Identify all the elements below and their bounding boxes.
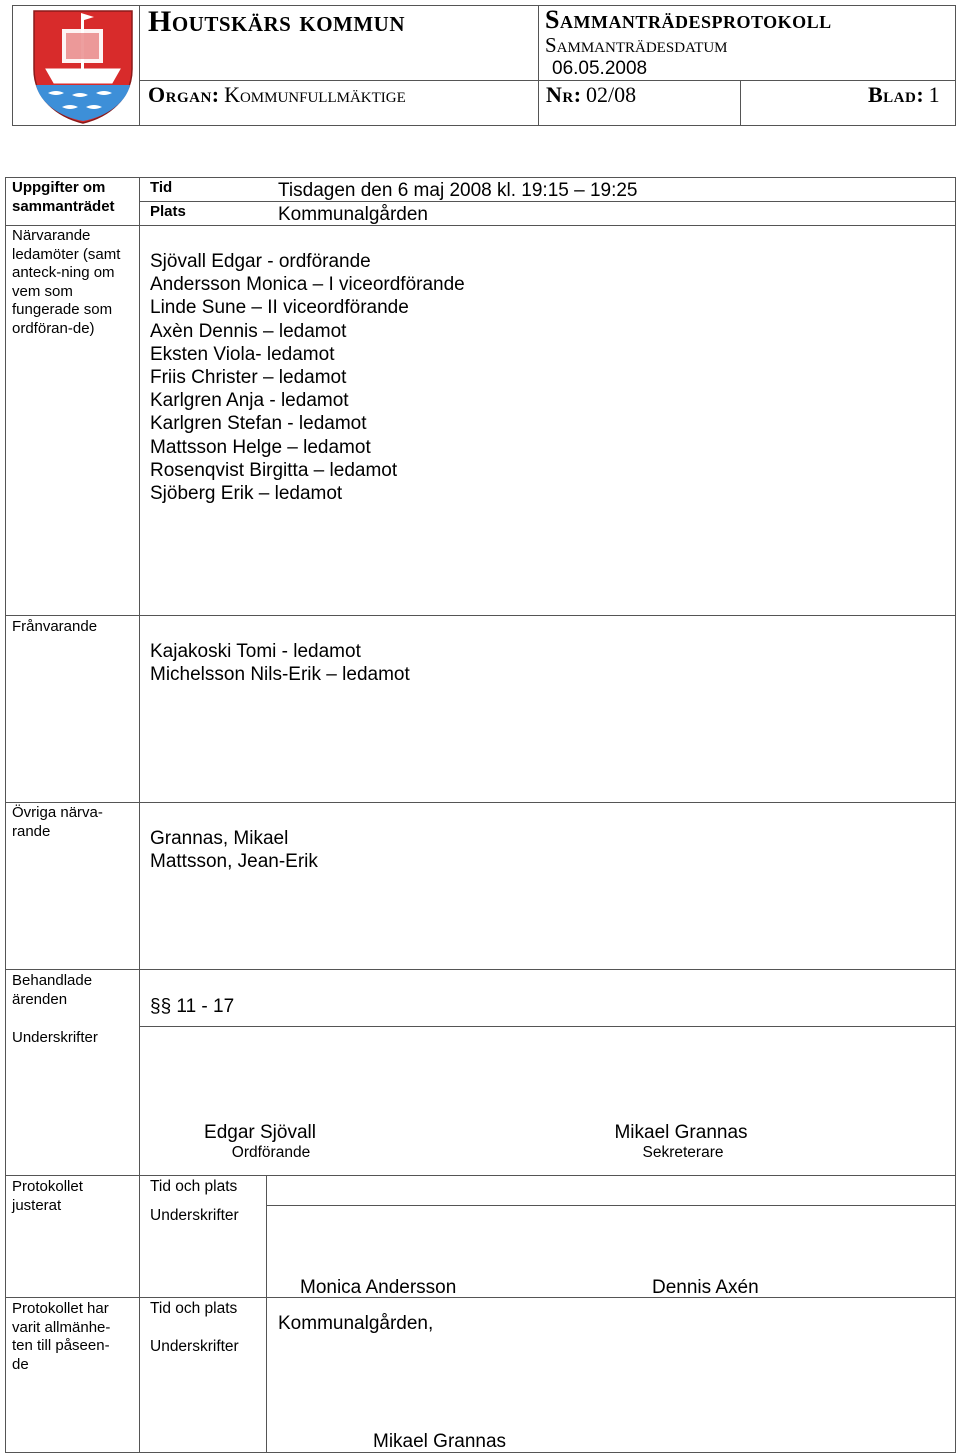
municipality-name: Houtskärs kommun	[148, 5, 406, 38]
list-item: Sjöberg Erik – ledamot	[150, 483, 343, 505]
list-item: Mattsson, Jean-Erik	[150, 851, 318, 873]
plats-label: Plats	[150, 203, 186, 220]
list-item: Friis Christer – ledamot	[150, 367, 347, 389]
list-item: Sjövall Edgar - ordförande	[150, 251, 371, 272]
nr-label: Nr:	[546, 82, 582, 107]
list-item: Eksten Viola- ledamot	[150, 343, 335, 365]
list-item: Michelsson Nils-Erik – ledamot	[150, 664, 410, 686]
verifier-2-name: Dennis Axén	[652, 1277, 759, 1298]
organ	[148, 82, 406, 108]
verified-signatures-label: Underskrifter	[150, 1207, 239, 1224]
list-item: Axèn Dennis – ledamot	[150, 320, 347, 342]
public-time-place-label: Tid och plats	[150, 1300, 238, 1317]
handled-label: Behandlade ärenden	[12, 972, 93, 1008]
nr-value: 02/08	[586, 82, 637, 107]
plats-value: Kommunalgården	[278, 204, 428, 225]
page-number	[868, 82, 940, 108]
signatures-label: Underskrifter	[12, 1029, 98, 1046]
others-members	[150, 827, 318, 873]
public-label: Protokollet har varit allmänhe-ten till påseen-de	[12, 1300, 111, 1373]
list-item: Kajakoski Tomi - ledamot	[150, 641, 361, 662]
public-signatures-label: Underskrifter	[150, 1338, 239, 1355]
blad-label: Blad:	[868, 82, 925, 107]
verified-time-place-label: Tid och plats	[150, 1178, 238, 1195]
meeting-section-label: Uppgifter om sammanträdet	[12, 179, 115, 215]
organ-label: Organ:	[148, 82, 220, 107]
absent-label: Frånvarande	[12, 618, 98, 635]
public-signer-name: Mikael Grannas	[373, 1431, 507, 1452]
chair-role: Ordförande	[231, 1144, 311, 1161]
tid-value: Tisdagen den 6 maj 2008 kl. 19:15 – 19:25	[278, 180, 638, 201]
secretary-role: Sekreterare	[642, 1144, 724, 1161]
document-type: Sammanträdesprotokoll	[545, 5, 832, 34]
organ-value: Kommunfullmäktige	[224, 82, 406, 107]
list-item: Grannas, Mikael	[150, 828, 289, 849]
list-item: Karlgren Anja - ledamot	[150, 390, 349, 412]
date-label: Sammanträdesdatum	[545, 33, 728, 57]
list-item: Andersson Monica – I viceordförande	[150, 274, 465, 296]
absent-members	[150, 640, 410, 686]
verified-label: Protokollet justerat	[12, 1178, 83, 1214]
meeting-date: 06.05.2008	[552, 58, 648, 79]
handled-value: §§ 11 - 17	[150, 996, 235, 1017]
present-members	[150, 250, 465, 505]
public-time-place-value: Kommunalgården,	[278, 1313, 434, 1334]
list-item: Karlgren Stefan - ledamot	[150, 413, 367, 435]
chair-name: Edgar Sjövall	[204, 1122, 316, 1143]
tid-label: Tid	[150, 179, 173, 196]
secretary-name: Mikael Grannas	[614, 1122, 748, 1143]
list-item: Rosenqvist Birgitta – ledamot	[150, 459, 398, 481]
coat-of-arms-ship-icon	[28, 7, 138, 125]
present-label: Närvarande ledamöter (samt anteck-ning om vem som fungerade som ordföran-de)	[12, 227, 121, 337]
verifier-1-name: Monica Andersson	[300, 1277, 457, 1298]
list-item: Mattsson Helge – ledamot	[150, 436, 371, 458]
others-label: Övriga närva-rande	[12, 804, 103, 840]
blad-value: 1	[928, 82, 940, 107]
protocol-number	[546, 82, 636, 108]
list-item: Linde Sune – II viceordförande	[150, 297, 409, 319]
